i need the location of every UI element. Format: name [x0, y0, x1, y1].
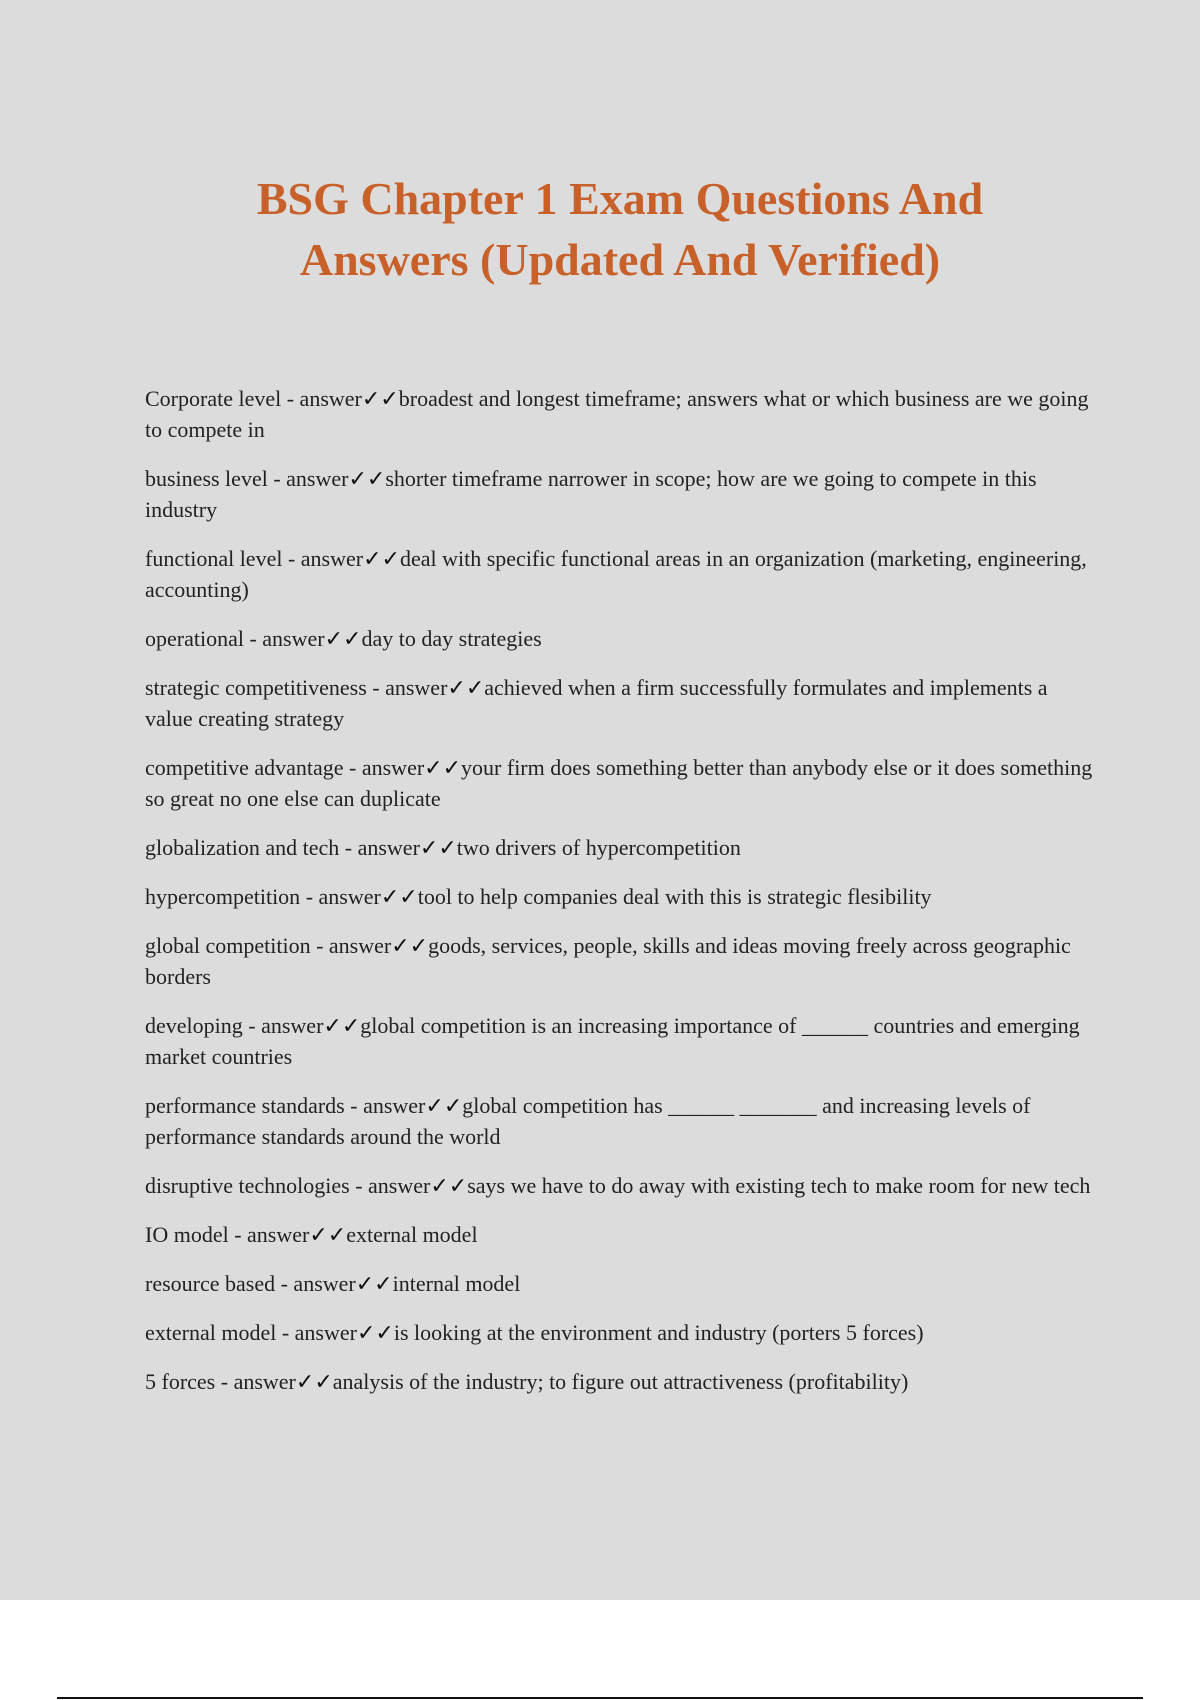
qa-term: developing [145, 1013, 243, 1038]
qa-separator: - answer [300, 884, 381, 909]
qa-answer: analysis of the industry; to figure out attractiveness (profitability) [332, 1369, 909, 1394]
qa-answer: says we have to do away with existing tech to make room for new tech [467, 1173, 1091, 1198]
qa-item [145, 383, 1095, 445]
qa-separator: - answer [349, 1173, 431, 1198]
qa-term: external model [145, 1320, 277, 1345]
qa-separator: - answer [215, 1369, 296, 1394]
qa-item [145, 752, 1095, 814]
footer-divider [57, 1697, 1143, 1699]
checkmark-icon: ✓✓ [309, 1222, 347, 1247]
checkmark-icon: ✓✓ [324, 626, 362, 651]
qa-answer: tool to help companies deal with this is strategic flesibility [417, 884, 932, 909]
qa-separator: - answer [282, 546, 364, 571]
checkmark-icon: ✓✓ [419, 835, 457, 860]
qa-item [145, 623, 1095, 654]
qa-separator: - answer [242, 1013, 324, 1038]
qa-term: strategic competitiveness [145, 675, 367, 700]
checkmark-icon: ✓✓ [391, 933, 429, 958]
qa-answer: is looking at the environment and industry (porters 5 forces) [393, 1320, 924, 1345]
checkmark-icon: ✓✓ [425, 1093, 463, 1118]
checkmark-icon: ✓✓ [430, 1173, 468, 1198]
qa-term: functional level [145, 546, 283, 571]
title-line-2: Answers (Updated And Verified) [299, 234, 941, 285]
qa-item [145, 543, 1095, 605]
qa-term: global competition [145, 933, 311, 958]
qa-term: resource based [145, 1271, 276, 1296]
qa-separator: - answer [344, 1093, 426, 1118]
qa-separator: - answer [281, 386, 362, 411]
qa-term: performance standards [145, 1093, 345, 1118]
checkmark-icon: ✓✓ [295, 1369, 333, 1394]
checkmark-icon: ✓✓ [355, 1271, 393, 1296]
qa-term: competitive advantage [145, 755, 344, 780]
qa-term: Corporate level [145, 386, 282, 411]
qa-item [145, 463, 1095, 525]
qa-separator: - answer [243, 626, 325, 651]
qa-answer: global competition has ______ _______ and increasing levels of performance standards around the world [145, 1093, 1031, 1149]
qa-term: 5 forces [145, 1369, 216, 1394]
qa-item [145, 1219, 1095, 1250]
qa-answer: your firm does something better than anybody else or it does something so great no one else can duplicate [145, 755, 1093, 811]
checkmark-icon: ✓✓ [361, 386, 399, 411]
checkmark-icon: ✓✓ [447, 675, 485, 700]
qa-separator: - answer [267, 466, 349, 491]
qa-answer: deal with specific functional areas in an organization (marketing, engineering, accounting) [145, 546, 1087, 602]
qa-item [145, 1090, 1095, 1152]
qa-term: IO model [145, 1222, 229, 1247]
qa-term: globalization and tech [145, 835, 340, 860]
qa-term: disruptive technologies [145, 1173, 350, 1198]
checkmark-icon: ✓✓ [356, 1320, 394, 1345]
qa-term: business level [145, 466, 268, 491]
qa-item [145, 930, 1095, 992]
checkmark-icon: ✓✓ [348, 466, 386, 491]
page-title [100, 168, 1140, 290]
qa-item [145, 1366, 1095, 1397]
qa-answer: external model [346, 1222, 478, 1247]
qa-answer: broadest and longest timeframe; answers what or which business are we going to compete in [145, 386, 1089, 442]
qa-answer: day to day strategies [361, 626, 542, 651]
qa-item [145, 1317, 1095, 1348]
qa-term: operational [145, 626, 244, 651]
qa-item [145, 672, 1095, 734]
qa-separator: - answer [343, 755, 425, 780]
qa-item [145, 1170, 1095, 1201]
qa-separator: - answer [366, 675, 448, 700]
checkmark-icon: ✓✓ [424, 755, 462, 780]
qa-item [145, 832, 1095, 863]
qa-item [145, 881, 1095, 912]
qa-separator: - answer [275, 1271, 356, 1296]
qa-item [145, 1268, 1095, 1299]
title-line-1: BSG Chapter 1 Exam Questions And [256, 173, 984, 224]
qa-answer: internal model [392, 1271, 521, 1296]
qa-answer: global competition is an increasing importance of ______ countries and emerging market countries [145, 1013, 1080, 1069]
qa-term: hypercompetition [145, 884, 301, 909]
checkmark-icon: ✓✓ [380, 884, 418, 909]
qa-separator: - answer [339, 835, 420, 860]
qa-separator: - answer [276, 1320, 357, 1345]
qa-answer: achieved when a firm successfully formulates and implements a value creating strategy [145, 675, 1048, 731]
qa-separator: - answer [228, 1222, 310, 1247]
qa-list [145, 383, 1095, 1415]
qa-answer: shorter timeframe narrower in scope; how are we going to compete in this industry [145, 466, 1037, 522]
qa-answer: two drivers of hypercompetition [456, 835, 741, 860]
checkmark-icon: ✓✓ [363, 546, 400, 571]
checkmark-icon: ✓✓ [323, 1013, 361, 1038]
qa-separator: - answer [310, 933, 392, 958]
qa-answer: goods, services, people, skills and ideas moving freely across geographic borders [145, 933, 1071, 989]
qa-item [145, 1010, 1095, 1072]
